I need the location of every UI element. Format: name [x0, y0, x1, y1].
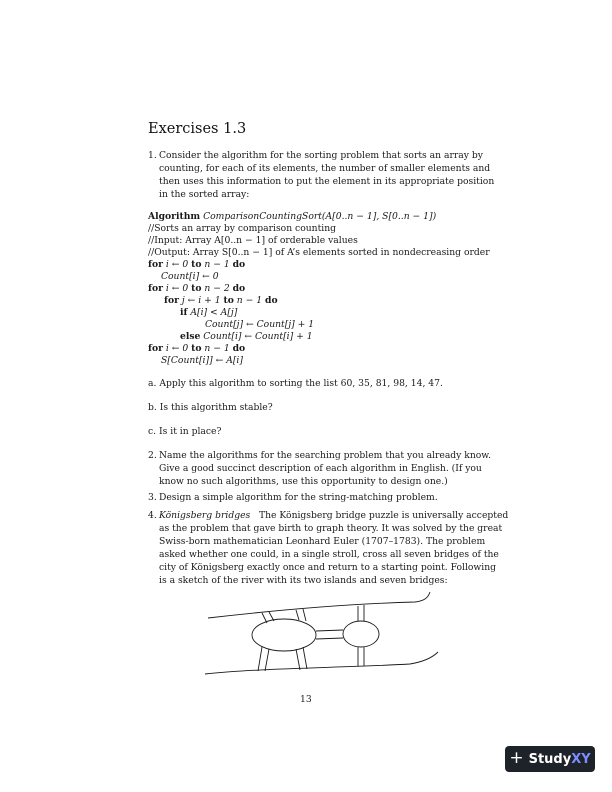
- loop-init: i ← 0: [165, 343, 189, 354]
- algorithm-comment: //Output: Array S[0..n − 1] of A’s elements sorted in nondecreasing order: [148, 247, 490, 258]
- exercise-2-line: Give a good succinct description of each algorithm in English. (If you: [159, 463, 482, 474]
- algorithm-line: [164, 295, 278, 306]
- studyxy-logo[interactable]: [505, 746, 595, 772]
- exercise-2-line: Name the algorithms for the searching problem that you already know.: [159, 450, 491, 461]
- algorithm-line: [180, 307, 237, 318]
- exercise-4-line: is a sketch of the river with its two islands and seven bridges:: [159, 575, 448, 586]
- keyword-for: for: [148, 283, 163, 294]
- keyword-to: to: [191, 283, 202, 294]
- logo-suffix: XY: [571, 751, 591, 767]
- exercise-4-number: 4.: [148, 510, 157, 521]
- bridge-6: [358, 605, 364, 621]
- logo-prefix: Study: [528, 751, 572, 767]
- exercise-1-line: counting, for each of its elements, the number of smaller elements and: [159, 163, 491, 174]
- page-heading: Exercises 1.3: [148, 121, 247, 137]
- algorithm-line: [148, 259, 245, 270]
- keyword-to: to: [191, 259, 202, 270]
- algorithm-header: [148, 211, 436, 222]
- algorithm-line: [148, 283, 245, 294]
- konigsberg-river-sketch: [200, 588, 440, 678]
- loop-end: n − 1: [204, 343, 230, 354]
- exercise-1-line: then uses this information to put the element in its appropriate position: [159, 176, 495, 187]
- loop-init: j ← i + 1: [181, 295, 221, 306]
- algorithm-comment: //Input: Array A[0..n − 1] of orderable values: [148, 235, 358, 246]
- exercise-4-line: asked whether one could, in a single stroll, cross all seven bridges of the: [159, 549, 499, 560]
- algorithm-line: [148, 343, 245, 354]
- bridge-2: [296, 609, 306, 621]
- loop-init: i ← 0: [165, 283, 189, 294]
- algorithm-line: [180, 331, 313, 342]
- bridge-4: [296, 647, 307, 670]
- algorithm-line: S[Count[i]] ← A[i]: [161, 355, 243, 366]
- exercise-4-line: [159, 510, 508, 521]
- bridge-7: [358, 647, 364, 666]
- part-b: b. Is this algorithm stable?: [148, 402, 273, 413]
- loop-end: n − 1: [236, 295, 263, 306]
- loop-end: n − 2: [204, 283, 230, 294]
- logo-text: [529, 752, 591, 767]
- exercise-4-line: as the problem that gave birth to graph theory. It was solved by the great: [159, 523, 503, 534]
- condition: A[i] < A[j]: [190, 307, 238, 318]
- else-statement: Count[i] ← Count[i] + 1: [203, 331, 313, 342]
- exercise-1-line: in the sorted array:: [159, 189, 250, 200]
- keyword-do: do: [232, 283, 246, 294]
- river-upper-bank: [208, 592, 430, 618]
- page-number: 13: [300, 694, 312, 705]
- keyword-if: if: [180, 307, 188, 318]
- large-island: [252, 619, 316, 651]
- keyword-for: for: [164, 295, 179, 306]
- algorithm-signature: ComparisonCountingSort(A[0..n − 1], S[0..n − 1]): [203, 211, 437, 222]
- part-a: a. Apply this algorithm to sorting the list 60, 35, 81, 98, 14, 47.: [148, 378, 443, 389]
- keyword-for: for: [148, 343, 163, 354]
- plus-icon: +: [509, 747, 524, 768]
- exercise-1-line: Consider the algorithm for the sorting problem that sorts an array by: [159, 150, 483, 161]
- keyword-to: to: [191, 343, 202, 354]
- exercise-3-text: Design a simple algorithm for the string-matching problem.: [159, 492, 438, 503]
- river-lower-bank: [205, 652, 438, 674]
- part-c: c. Is it in place?: [148, 426, 222, 437]
- keyword-do: do: [232, 343, 246, 354]
- exercise-1-number: 1.: [148, 150, 157, 161]
- exercise-3-number: 3.: [148, 492, 157, 503]
- small-island: [343, 621, 379, 647]
- algorithm-line: Count[j] ← Count[j] + 1: [205, 319, 315, 330]
- exercise-2-number: 2.: [148, 450, 157, 461]
- exercise-2-line: know no such algorithms, use this opportunity to design one.): [159, 476, 448, 487]
- exercise-4-line: Swiss-born mathematician Leonhard Euler (1707–1783). The problem: [159, 536, 486, 547]
- keyword-to: to: [223, 295, 234, 306]
- keyword-for: for: [148, 259, 163, 270]
- algorithm-comment: //Sorts an array by comparison counting: [148, 223, 336, 234]
- exercise-4-text: The Königsberg bridge puzzle is universally accepted: [259, 510, 509, 521]
- algorithm-line: Count[i] ← 0: [161, 271, 219, 282]
- loop-init: i ← 0: [165, 259, 189, 270]
- keyword-else: else: [180, 331, 201, 342]
- loop-end: n − 1: [204, 259, 230, 270]
- bridge-3: [258, 647, 269, 671]
- keyword-do: do: [232, 259, 246, 270]
- exercise-4-title: Königsberg bridges: [159, 510, 251, 521]
- bridge-5: [316, 630, 343, 639]
- keyword-do: do: [265, 295, 278, 306]
- algorithm-keyword: Algorithm: [148, 211, 201, 222]
- exercise-4-line: city of Königsberg exactly once and return to a starting point. Following: [159, 562, 497, 573]
